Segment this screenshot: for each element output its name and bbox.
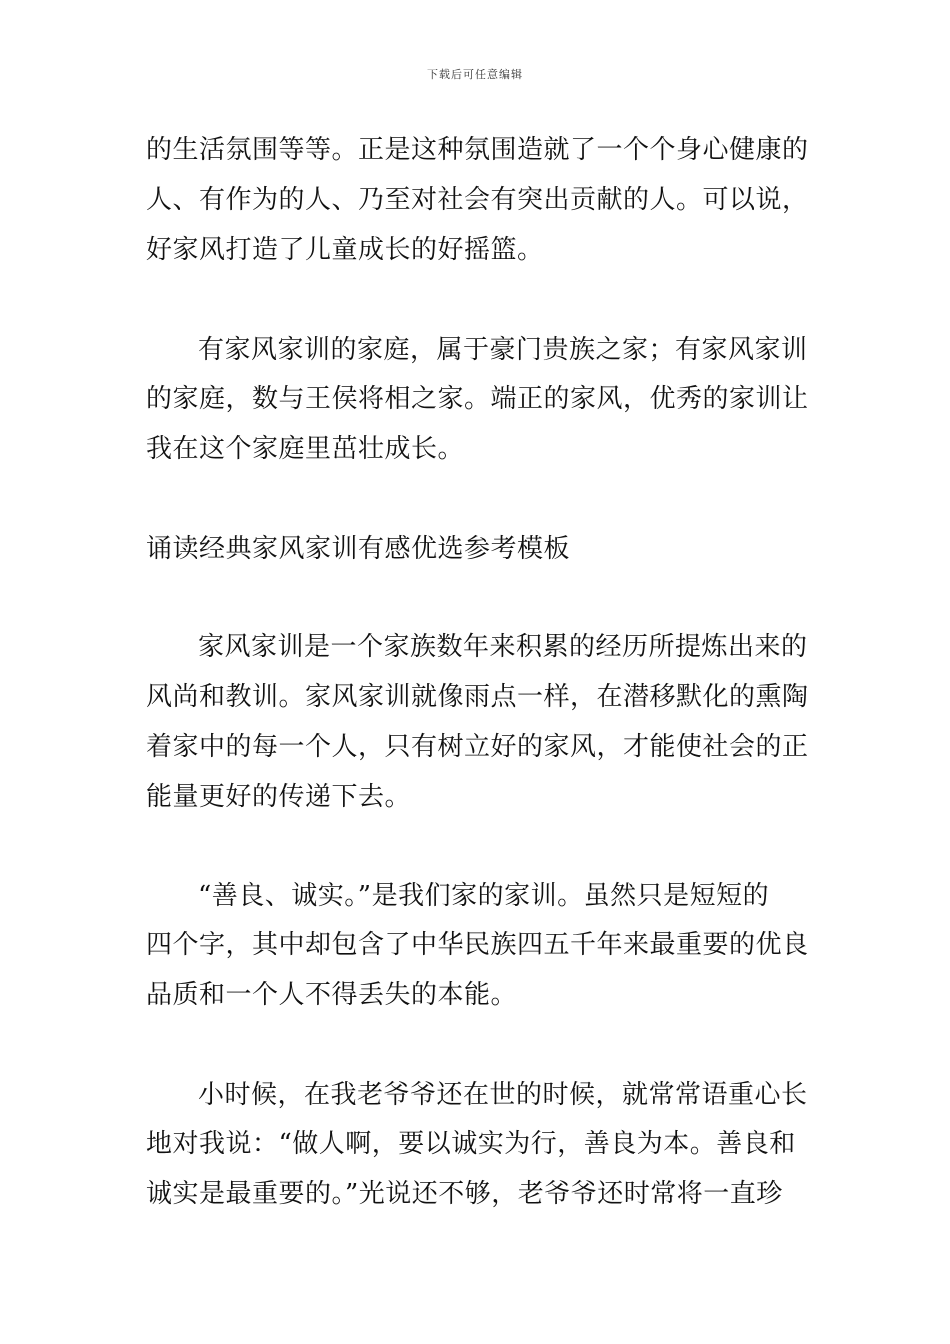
paragraph-line: 品质和一个人不得丢失的本能。 (146, 980, 518, 1010)
paragraph-line: 小时候，在我老爷爷还在世的时候，就常常语重心长 (198, 1080, 808, 1110)
paragraph-line: “善良、诚实。”是我们家的家训。虽然只是短短的 (198, 881, 770, 911)
section-heading: 诵读经典家风家训有感优选参考模板 (146, 534, 571, 564)
paragraph-line: 风尚和教训。家风家训就像雨点一样，在潜移默化的熏陶 (146, 682, 809, 712)
paragraph-line: 的家庭，数与王侯将相之家。端正的家风，优秀的家训让 (146, 384, 809, 414)
paragraph-line: 的生活氛围等等。正是这种氛围造就了一个个身心健康的 (146, 135, 809, 165)
paragraph-line: 四个字，其中却包含了中华民族四五千年来最重要的优良 (146, 930, 809, 960)
paragraph-line: 好家风打造了儿童成长的好摇篮。 (146, 235, 544, 265)
paragraph-line: 有家风家训的家庭，属于豪门贵族之家；有家风家训 (198, 335, 808, 365)
paragraph-line: 能量更好的传递下去。 (146, 782, 412, 812)
paragraph-line: 家风家训是一个家族数年来积累的经历所提炼出来的 (198, 632, 808, 662)
paragraph-line: 地对我说：“做人啊，要以诚实为行，善良为本。善良和 (146, 1129, 796, 1159)
paragraph-line: 着家中的每一个人，只有树立好的家风，才能使社会的正 (146, 732, 809, 762)
paragraph-line: 诚实是最重要的。”光说还不够，老爷爷还时常将一直珍 (146, 1179, 783, 1209)
paragraph-line: 我在这个家庭里茁壮成长。 (146, 434, 465, 464)
paragraph-line: 人、有作为的人、乃至对社会有突出贡献的人。可以说， (146, 185, 809, 215)
page-header: 下载后可任意编辑 (427, 68, 523, 81)
